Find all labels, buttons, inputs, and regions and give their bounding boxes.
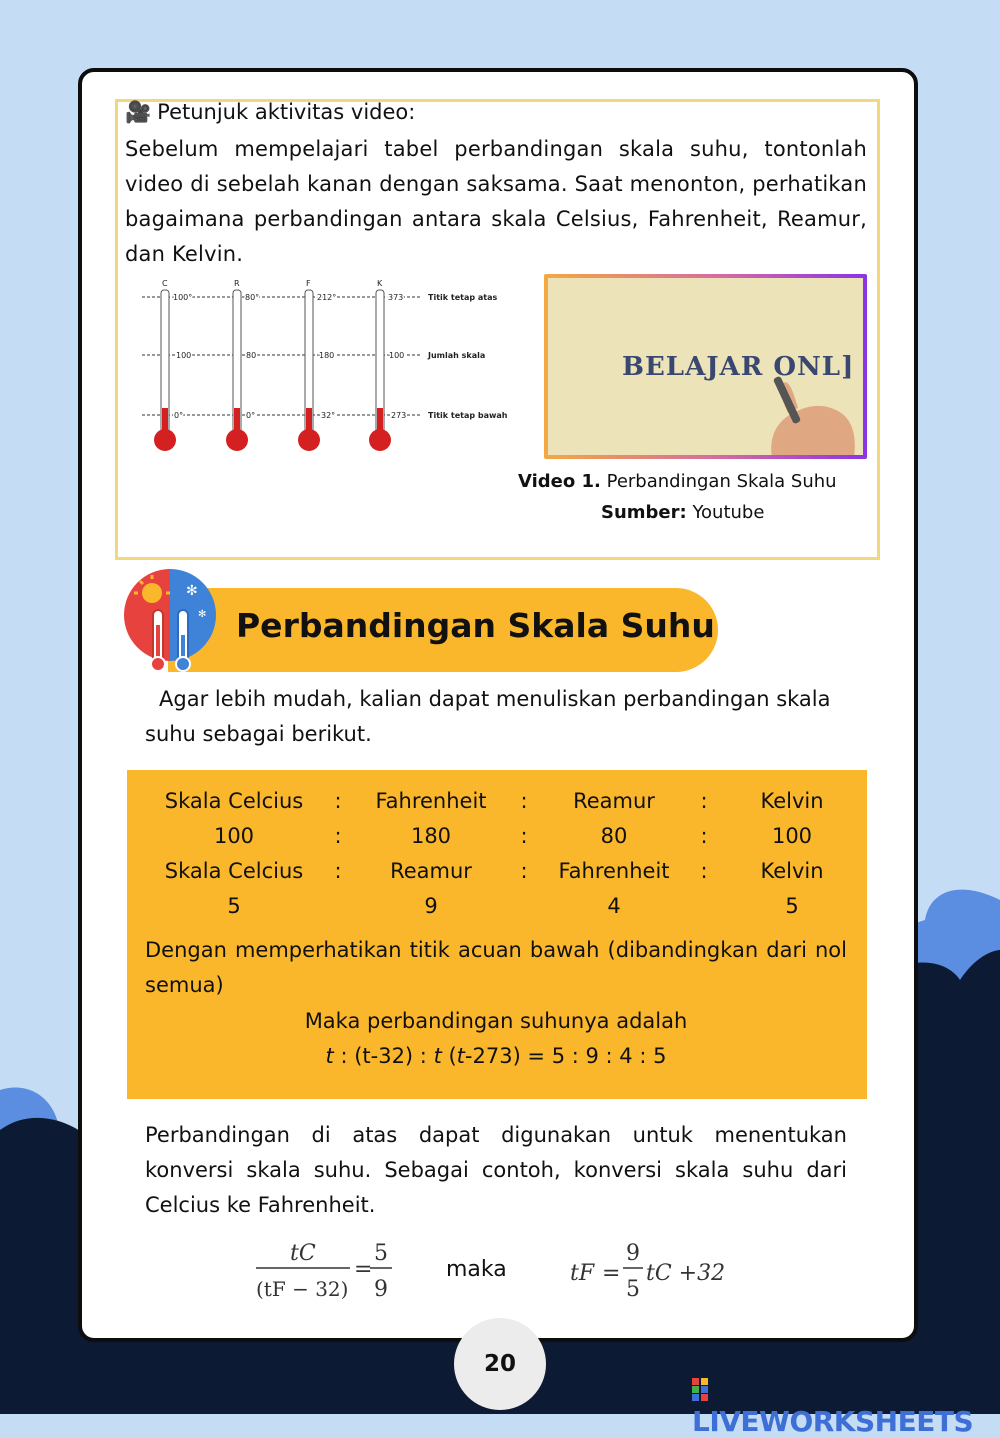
ratio-cell: 5 [227,894,241,918]
liveworksheets-watermark: LIVEWORKSHEETS [692,1372,1000,1438]
page-number: 20 [454,1318,546,1410]
thermometer-kelvin [369,290,391,451]
range-value-k: 100 [389,351,405,360]
ratio-cell: : [700,824,708,848]
bottom-value-k: 273 [391,411,407,420]
ratio-cell: Reamur [390,859,472,883]
bottom-value-f: 32° [321,411,336,420]
ratio-cell: Skala Celcius [164,859,304,883]
ratio-cell: : [700,789,708,813]
top-value-f: 212° [317,293,337,302]
ratio-cell: : [334,824,342,848]
formula-result-lhs: tF [570,1261,595,1286]
video-thumbnail[interactable] [548,278,863,455]
svg-text:✻: ✻ [186,583,198,599]
label-titik-tetap-bawah: Titik tetap bawah [428,411,508,420]
section-intro: Agar lebih mudah, kalian dapat menuliskan perbandingan skala suhu sebagai berikut. [145,687,831,746]
ratio-cell: : [334,789,342,813]
conversion-ratio-formula [250,1236,400,1308]
hot-cold-thermometer-icon [120,565,220,675]
top-value-r: 80° [245,293,260,302]
range-value-c: 100 [176,351,192,360]
ratio-table [138,784,872,924]
reference-conclusion [145,1004,847,1074]
reference-text: Dengan memperhatikan titik acuan bawah (dibandingkan dari nol semua) [145,938,847,997]
ratio-cell: : [700,859,708,883]
thermometer-reamur [226,290,248,451]
conclusion-text: Maka perbandingan suhunya adalah [304,1009,688,1033]
ratio-cell: 4 [607,894,621,918]
ratio-cell: Kelvin [760,859,824,883]
top-value-k: 373 [388,293,404,302]
formula-rhs-denominator: 9 [374,1277,388,1302]
range-value-r: 80 [246,351,257,360]
section-title: Perbandingan Skala Suhu [236,606,715,645]
ratio-cell: Reamur [573,789,655,813]
ratio-cell: Skala Celcius [164,789,304,813]
ratio-cell [330,889,346,924]
instruction-title: 🎥 Petunjuk aktivitas video: [125,100,416,124]
ratio-cell [696,889,712,924]
maka-word: maka [446,1257,507,1282]
ratio-cell: : [520,824,528,848]
conversion-text: Perbandingan di atas dapat digunakan untuk menentukan konversi skala suhu. Sebagai contoh, konversi skala suhu dari Celcius ke Fahrenheit. [145,1123,847,1217]
formula-result-denominator: 5 [626,1277,640,1302]
scale-label-c: C [162,280,168,288]
svg-text:=: = [354,1257,373,1282]
ratio-cell: 100 [213,824,255,848]
video-camera-icon: 🎥 [125,100,152,124]
ratio-cell: : [520,859,528,883]
ratio-cell: 5 [785,894,799,918]
formula-result-tail: tC +32 [646,1261,726,1286]
ratio-cell: : [334,859,342,883]
video-screen-text: BELAJAR ONL] [622,352,855,382]
scale-label-r: R [234,280,240,288]
ratio-cell: : [520,789,528,813]
formula-lhs-denominator: (tF − 32) [256,1277,349,1301]
scale-label-k: K [377,280,383,288]
svg-text:✻: ✻ [198,609,207,620]
thermometer-celsius [154,290,176,451]
ratio-equation: t : (t-32) : t (t-273) = 5 : 9 : 4 : 5 [325,1044,667,1068]
video-player[interactable] [544,274,867,459]
video-caption: Video 1. Perbandingan Skala Suhu [518,471,837,492]
top-value-c: 100° [173,293,193,302]
fahrenheit-formula [568,1236,738,1308]
ratio-cell: 9 [424,894,438,918]
ratio-cell: Kelvin [760,789,824,813]
formula-rhs-numerator: 5 [374,1241,388,1266]
formula-lhs-numerator: tC [290,1241,316,1266]
label-jumlah-skala: Jumlah skala [428,351,486,360]
formula-result-numerator: 9 [626,1241,640,1266]
range-value-f: 180 [319,351,335,360]
video-source: Sumber: Youtube [601,502,765,523]
svg-text:=: = [602,1261,621,1286]
label-titik-tetap-atas: Titik tetap atas [428,293,498,302]
bottom-value-c: 0° [174,411,184,420]
ratio-cell: Fahrenheit [558,859,670,883]
ratio-cell [516,889,532,924]
ratio-cell: 80 [600,824,628,848]
bottom-value-r: 0° [246,411,256,420]
ratio-cell: 100 [771,824,813,848]
hand-drawing-icon [753,373,863,455]
thermometer-diagram [140,280,515,460]
scale-label-f: F [306,280,311,288]
instruction-body: Sebelum mempelajari tabel perbandingan skala suhu, tontonlah video di sebelah kanan dengan saksama. Saat menonton, perhatikan bagaimana perbandingan antara skala Celsius, Fahrenheit, Reamur, dan Kelvin. [125,137,867,266]
thermometer-fahrenheit [298,290,320,451]
liveworksheets-logo-icon [692,1378,718,1402]
ratio-cell: Fahrenheit [375,789,487,813]
ratio-cell: 180 [410,824,452,848]
